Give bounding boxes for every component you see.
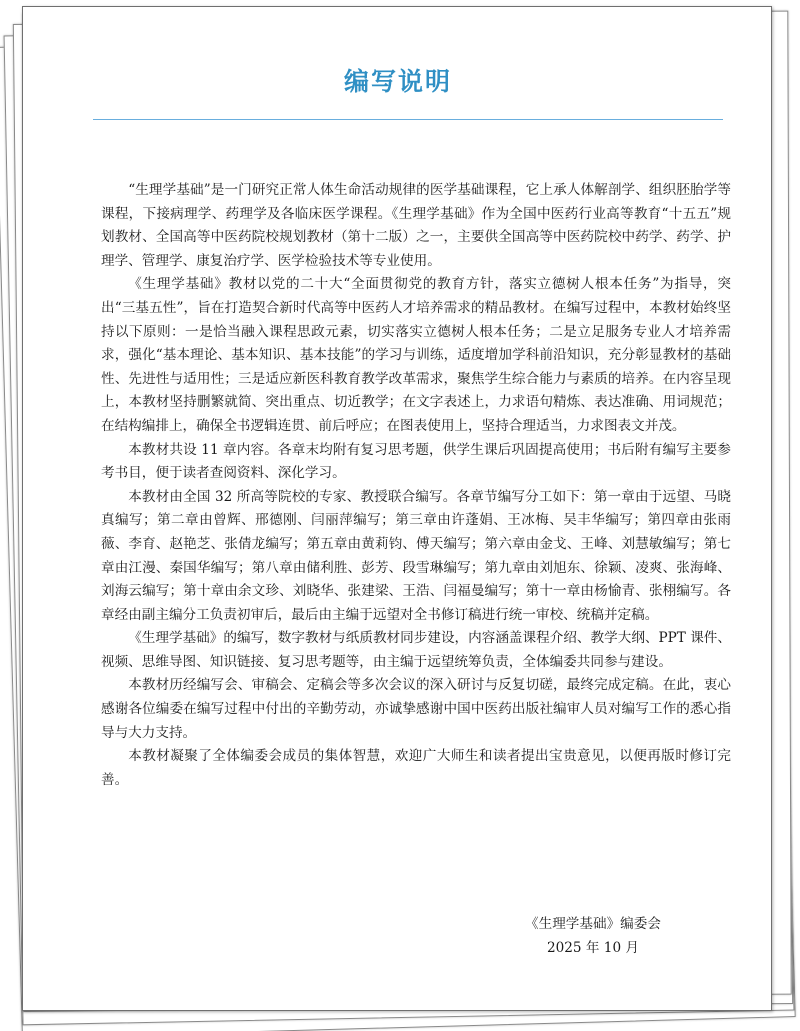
document-page bbox=[22, 6, 772, 1011]
paragraph: 本教材凝聚了全体编委会成员的集体智慧，欢迎广大师生和读者提出宝贵意见，以便再版时修订完善。 bbox=[101, 748, 731, 788]
paragraph: 本教材由全国 32 所高等院校的专家、教授联合编写。各章节编写分工如下：第一章由于远望、马晓真编写；第二章由曾辉、邢德刚、闫丽萍编写；第三章由许蓬娟、王冰梅、吴丰华编写；第四章由张雨薇、李育、赵艳芝、张倩龙编写；第五章由黄莉钧、傅天编写；第六章由金戈、王峰、刘慧敏编写；第七章由江漫、秦国华编写；第八章由储利胜、彭芳、段雪琳编写；第九章由刘旭东、徐颖、凌爽、张海峰、刘海云编写；第十章由余文珍、刘晓华、张建梁、王浩、闫福曼编写；第十一章由杨愉青、张栩编写。各章经由副主编分工负责初审后，最后由主编于远望对全书修订稿进行统一审校、统稿并定稿。 bbox=[101, 488, 731, 623]
signature-block bbox=[483, 912, 703, 960]
page-title: 编写说明 bbox=[343, 67, 452, 96]
document-body bbox=[101, 179, 731, 792]
paragraph: 本教材共设 11 章内容。各章末均附有复习思考题，供学生课后巩固提高使用；书后附有编写主要参考书目，便于读者查阅资料、深化学习。 bbox=[101, 441, 731, 482]
paragraph: 《生理学基础》教材以党的二十大“全面贯彻党的教育方针，落实立德树人根本任务”为指导，突出“三基五性”，旨在打造契合新时代高等中医药人才培养需求的精品教材。在编写过程中，本教材始终坚持以下原则：一是恰当融入课程思政元素，切实落实立德树人根本任务；二是立足服务专业人才培养需求，强化“基本理论、基本知识、基本技能”的学习与训练，适度增加学科前沿知识，充分彰显教材的基础性、先进性与适用性；三是适应新医科教育教学改革需求，聚焦学生综合能力与素质的培养。在内容呈现上，本教材坚持删繁就简、突出重点、切近教学；在文字表述上，力求语句精炼、表达准确、用词规范；在结构编排上，确保全书逻辑连贯、前后呼应；在图表使用上，坚持合理适当，力求图表文并茂。 bbox=[101, 276, 731, 434]
signature-date: 2025 年 10 月 bbox=[546, 940, 640, 956]
paragraph: 本教材历经编写会、审稿会、定稿会等多次会议的深入研讨与反复切磋，最终完成定稿。在此，衷心感谢各位编委在编写过程中付出的辛勤劳动，亦诚挚感谢中国中医药出版社编审人员对编写工作的悉心指导与大力支持。 bbox=[101, 677, 731, 741]
signature-committee: 《生理学基础》编委会 bbox=[525, 916, 661, 932]
paragraph: “生理学基础”是一门研究正常人体生命活动规律的医学基础课程，它上承人体解剖学、组织胚胎学等课程，下接病理学、药理学及各临床医学课程。《生理学基础》作为全国中医药行业高等教育“十五五”规划教材、全国高等中医药院校规划教材（第十二版）之一，主要供全国高等中医药院校中药学、药学、护理学、管理学、康复治疗学、医学检验技术等专业使用。 bbox=[101, 182, 731, 269]
title-divider bbox=[93, 119, 723, 120]
paragraph: 《生理学基础》的编写，数字教材与纸质教材同步建设，内容涵盖课程介绍、教学大纲、PPT 课件、视频、思维导图、知识链接、复习思考题等，由主编于远望统筹负责，全体编委共同参与建设。 bbox=[101, 630, 731, 670]
